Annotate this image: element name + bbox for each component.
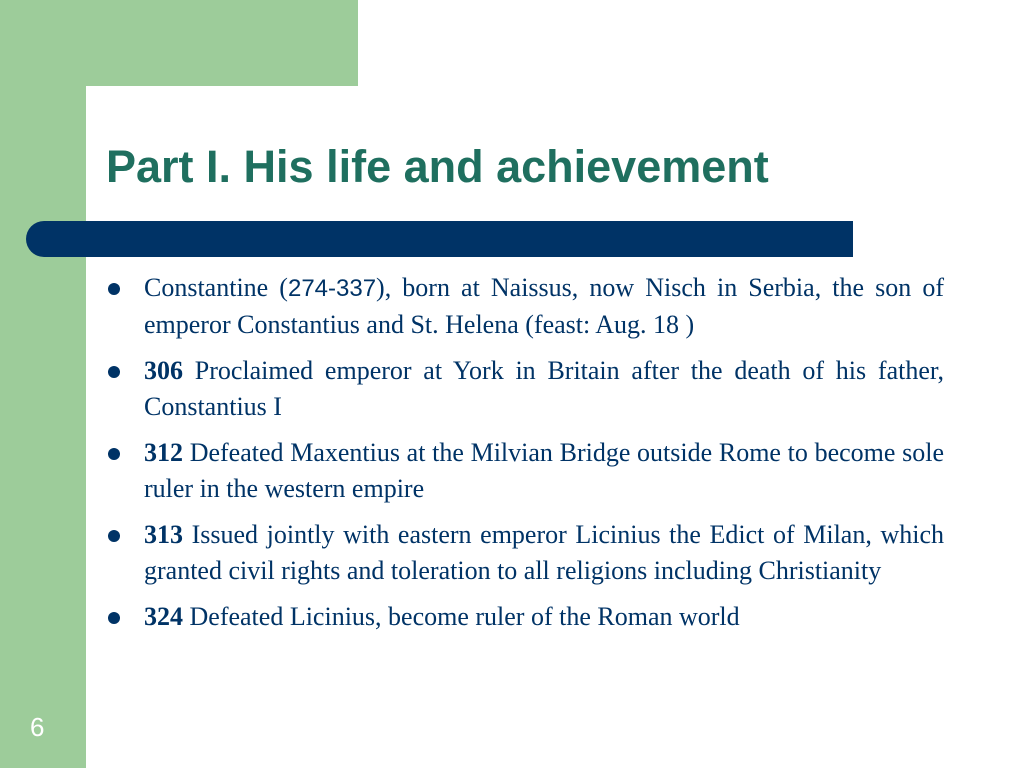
bullet-dot-icon xyxy=(108,448,120,460)
bullet-year: 312 xyxy=(144,438,183,467)
lifespan-years: 274-337 xyxy=(287,275,377,302)
bullet-list xyxy=(106,270,944,645)
page-number: 6 xyxy=(30,712,45,742)
bullet-text: Defeated Licinius, become ruler of the Roman world xyxy=(183,602,740,631)
bullet-dot-icon xyxy=(108,612,120,624)
bullet-item-312 xyxy=(106,435,944,507)
bullet-dot-icon xyxy=(108,530,120,542)
bullet-text: Proclaimed emperor at York in Britain after the death of his father, Constantius I xyxy=(144,356,944,421)
bullet-year: 324 xyxy=(144,602,183,631)
bullet-year: 306 xyxy=(144,356,183,385)
slide-title: Part I. His life and achievement xyxy=(106,141,769,192)
left-green-band xyxy=(0,0,86,768)
bullet-year: 313 xyxy=(144,520,183,549)
bullet-dot-icon xyxy=(108,366,120,378)
bullet-text: Issued jointly with eastern emperor Licinius the Edict of Milan, which granted civil rights and toleration to all religions including Christianity xyxy=(144,520,944,585)
bullet-item-306 xyxy=(106,353,944,425)
bullet-item-313 xyxy=(106,517,944,589)
bullet-dot-icon xyxy=(108,283,120,295)
top-green-band xyxy=(0,0,358,86)
bullet-text-pre: Constantine ( xyxy=(144,273,288,302)
bullet-text: Defeated Maxentius at the Milvian Bridge outside Rome to become sole ruler in the western empire xyxy=(144,438,944,503)
title-rule-bar xyxy=(26,221,853,257)
bullet-item-324 xyxy=(106,599,944,635)
bullet-text-post: ), born at Naissus, now Nisch in Serbia, the son of emperor Constantius and St. Helena (feast: Aug. 18 ) xyxy=(144,273,944,339)
bullet-item-birth xyxy=(106,270,944,343)
